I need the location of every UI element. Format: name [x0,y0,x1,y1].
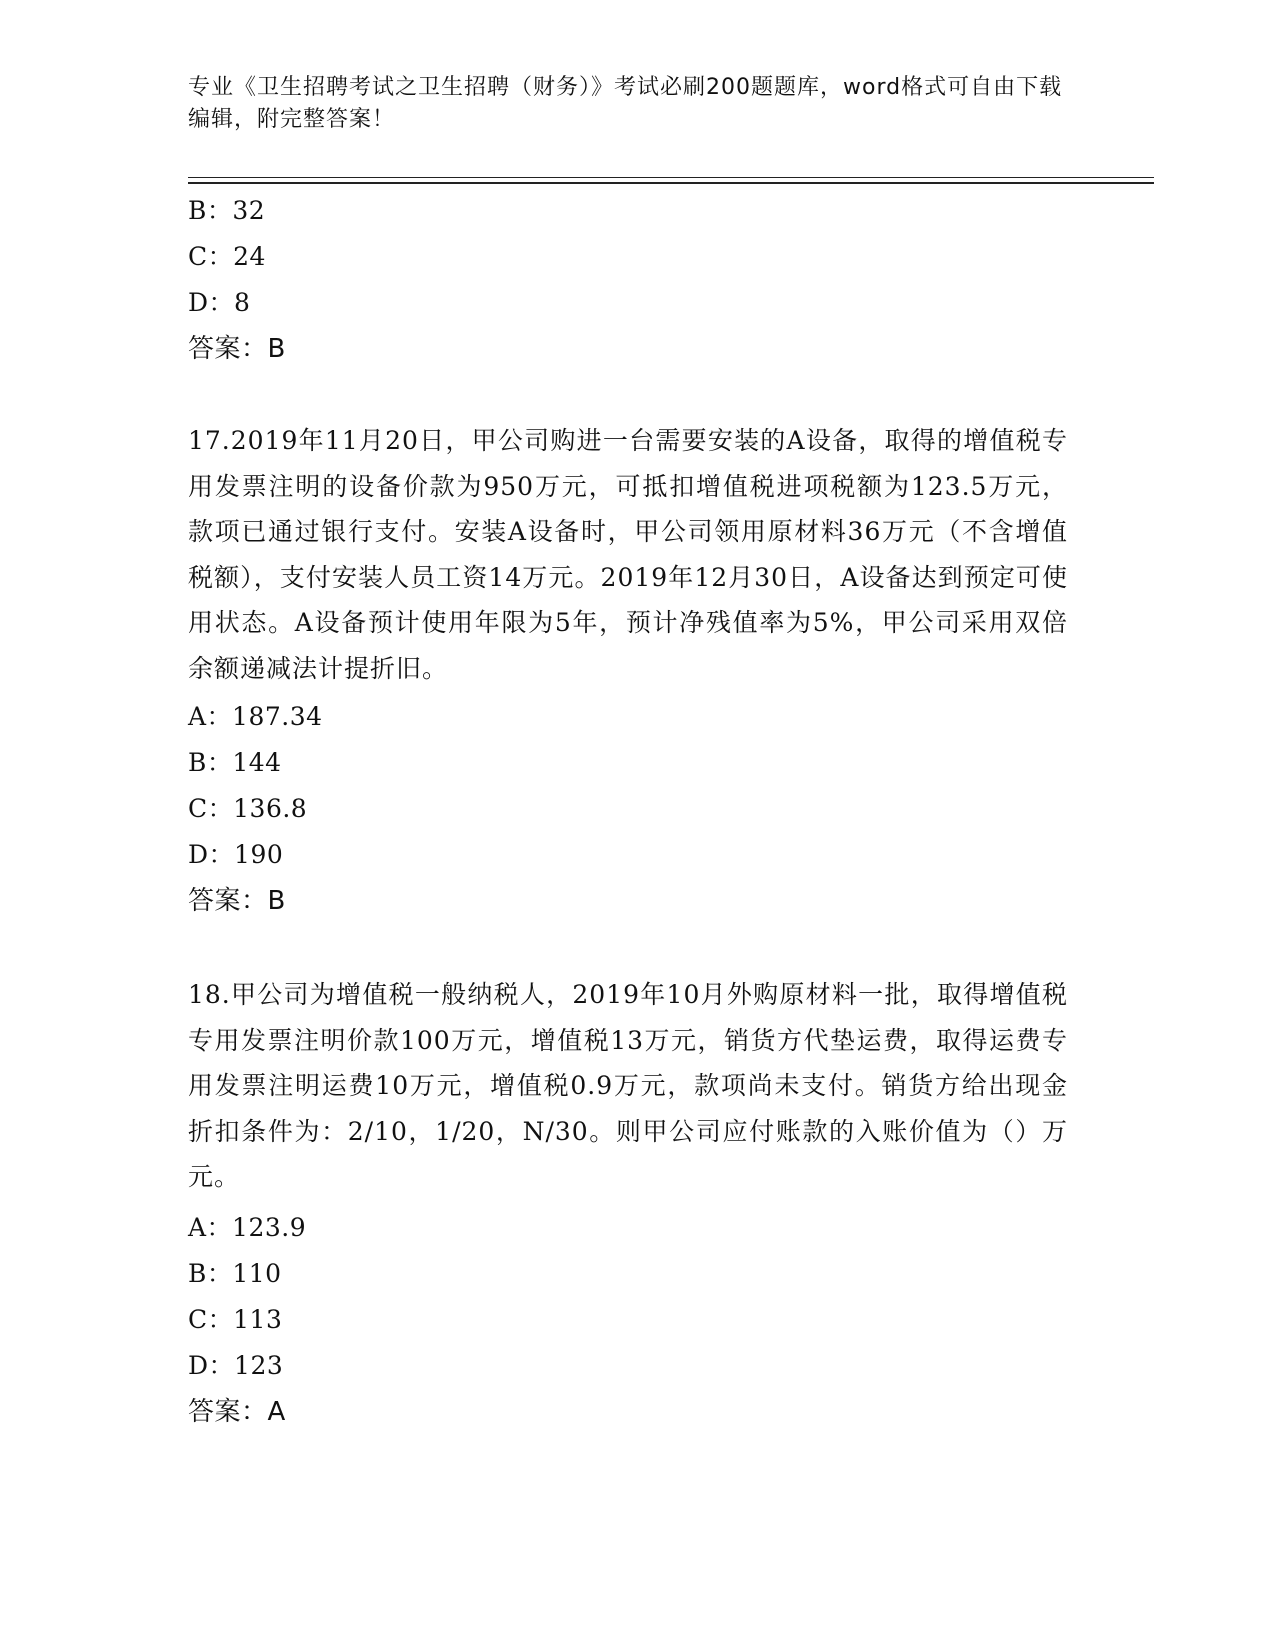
option-d: D：8 [188,288,251,317]
option-a: A：187.34 [188,702,323,731]
option-d: D：190 [188,840,284,869]
question-text: 17.2019年11月20日，甲公司购进一台需要安装的A设备，取得的增值税专用发票注明的设备价款为950万元，可抵扣增值税进项税额为123.5万元，款项已通过银行支付。安装A设备时，甲公司领用原材料36万元（不含增值税额），支付安装人员工资14万元。2019年12月30日，A设备达到预定可使用状态。A设备预计使用年限为5年，预计净残值率为5%，甲公司采用双倍余额递减法计提折旧。 [188,426,1068,683]
option-a: A：123.9 [188,1213,307,1242]
option-b: B：110 [188,1259,282,1288]
answer-label: 答案：B [188,334,286,364]
answer-label: 答案：A [188,1397,286,1427]
option-b: B：144 [188,748,282,777]
option-d: D：123 [188,1351,284,1380]
header-divider-thin [188,177,1154,178]
question-text: 18.甲公司为增值税一般纳税人，2019年10月外购原材料一批，取得增值税专用发票注明价款100万元，增值税13万元，销货方代垫运费，取得运费专用发票注明运费10万元，增值税0.9万元，款项尚未支付。销货方给出现金折扣条件为：2/10，1/20，N/30。则甲公司应付账款的入账价值为（）万元。 [188,980,1068,1191]
header-divider-thick [188,182,1154,184]
document-title: 专业《卫生招聘考试之卫生招聘（财务）》考试必刷200题题库，word格式可自由下载编辑，附完整答案！ [188,75,1063,132]
option-c: C：136.8 [188,794,308,823]
option-c: C：24 [188,242,266,271]
answer-label: 答案：B [188,886,286,916]
option-c: C：113 [188,1305,283,1334]
option-b: B：32 [188,196,266,225]
